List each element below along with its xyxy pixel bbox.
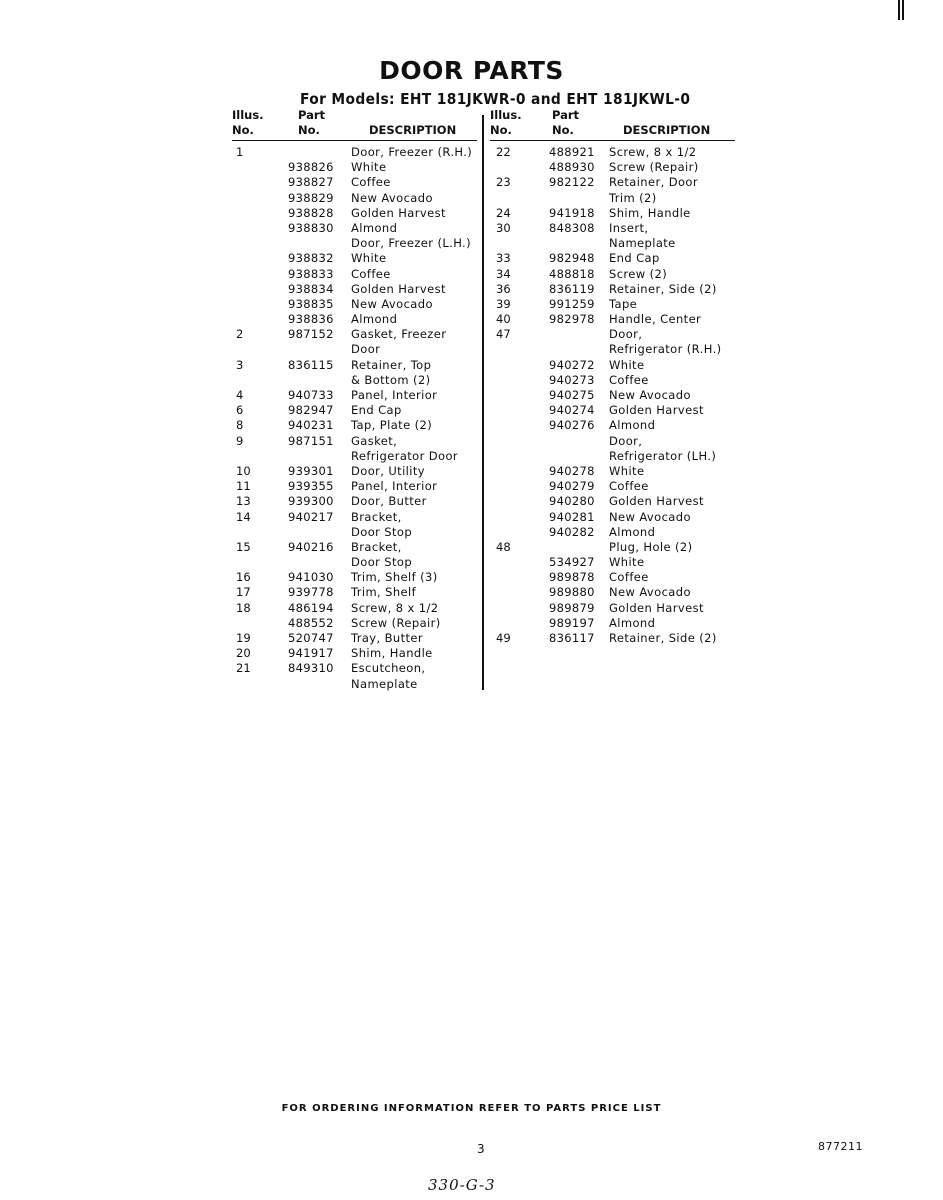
illus-number: 18 xyxy=(236,600,251,615)
part-number: 486194 xyxy=(288,600,334,615)
part-description: Retainer, Side (2) xyxy=(609,281,717,296)
illus-number: 19 xyxy=(236,631,251,645)
part-description: Bracket, xyxy=(351,509,402,524)
part-description: Door, Butter xyxy=(351,494,427,509)
illus-number: 14 xyxy=(236,509,251,524)
page-subtitle: For Models: EHT 181JKWR-0 and EHT 181JKWL-0 xyxy=(300,90,691,108)
table-row xyxy=(232,646,477,661)
table-row xyxy=(232,282,477,297)
part-number: 987151 xyxy=(288,433,334,448)
handwritten-reference: 330-G-3 xyxy=(428,1176,496,1194)
part-number: 849310 xyxy=(288,661,334,676)
part-number: 989878 xyxy=(549,570,595,585)
table-row xyxy=(490,358,735,373)
part-description: Refrigerator Door xyxy=(351,448,459,463)
part-number: 938828 xyxy=(288,205,334,220)
part-description: New Avocado xyxy=(609,509,691,524)
header-part-no-label: No. xyxy=(298,123,320,137)
part-number: 940216 xyxy=(288,539,334,554)
table-row xyxy=(232,661,477,676)
part-description: Door, Freezer (L.H.) xyxy=(351,236,472,251)
part-number: 836115 xyxy=(288,357,334,372)
table-row xyxy=(232,175,477,190)
part-number: 939355 xyxy=(288,479,334,494)
part-description: White xyxy=(609,555,645,570)
table-row xyxy=(490,160,735,175)
illus-number: 30 xyxy=(496,220,511,235)
table-row xyxy=(232,297,477,312)
part-number: 989880 xyxy=(549,585,595,600)
illus-number: 48 xyxy=(496,539,511,554)
part-number: 940276 xyxy=(549,418,595,433)
illus-number: 8 xyxy=(236,418,244,433)
illus-number: 47 xyxy=(496,327,511,342)
part-number: 488930 xyxy=(549,160,595,175)
part-number: 940274 xyxy=(549,403,595,418)
parts-table-left xyxy=(232,108,477,692)
header-illus-no-label: No. xyxy=(490,123,512,137)
part-description: Retainer, Side (2) xyxy=(609,631,717,645)
table-row xyxy=(490,388,735,403)
illus-number: 49 xyxy=(496,631,511,645)
part-description: Screw (Repair) xyxy=(351,615,441,630)
table-row xyxy=(232,616,477,631)
part-description: Screw, 8 x 1/2 xyxy=(351,600,439,615)
table-row xyxy=(232,540,477,555)
header-description-label: DESCRIPTION xyxy=(623,123,711,137)
table-row xyxy=(490,601,735,616)
ordering-note: FOR ORDERING INFORMATION REFER TO PARTS PRICE LIST xyxy=(281,1103,662,1114)
part-number: 938835 xyxy=(288,296,334,311)
table-row xyxy=(490,449,735,464)
table-row xyxy=(232,267,477,282)
part-description: Golden Harvest xyxy=(351,281,446,296)
part-description: Nameplate xyxy=(351,676,418,691)
part-description: Gasket, Freezer xyxy=(351,327,447,342)
illus-number: 10 xyxy=(236,463,251,478)
part-description: Gasket, xyxy=(351,433,398,448)
parts-table-right xyxy=(490,108,735,646)
part-number: 982978 xyxy=(549,312,595,327)
part-description: Handle, Center xyxy=(609,312,702,327)
table-row xyxy=(232,479,477,494)
illus-number: 3 xyxy=(236,357,244,372)
part-description: Trim, Shelf (3) xyxy=(351,570,438,585)
table-row xyxy=(232,585,477,600)
part-description: New Avocado xyxy=(351,296,433,311)
table-row xyxy=(232,555,477,570)
illus-number: 6 xyxy=(236,403,244,418)
table-row xyxy=(232,145,477,160)
part-description: Coffee xyxy=(609,570,649,585)
table-row xyxy=(232,160,477,175)
table-row xyxy=(490,494,735,509)
table-row xyxy=(490,525,735,540)
header-illus-label: Illus. xyxy=(490,108,522,122)
part-number: 941918 xyxy=(549,205,595,220)
part-description: Golden Harvest xyxy=(351,205,446,220)
part-number: 938830 xyxy=(288,220,334,235)
page-number: 3 xyxy=(477,1142,485,1156)
illus-number: 36 xyxy=(496,281,511,296)
part-number: 989197 xyxy=(549,615,595,630)
illus-number: 33 xyxy=(496,251,511,266)
part-description: Coffee xyxy=(351,175,391,190)
part-description: New Avocado xyxy=(609,388,691,402)
part-number: 940280 xyxy=(549,494,595,509)
table-row xyxy=(490,479,735,494)
part-description: Bracket, xyxy=(351,539,402,554)
table-row xyxy=(232,570,477,585)
table-row xyxy=(490,510,735,525)
part-description: Nameplate xyxy=(609,236,676,251)
part-number: 982948 xyxy=(549,251,595,266)
table-row xyxy=(490,464,735,479)
table-row xyxy=(490,434,735,449)
part-number: 941917 xyxy=(288,646,334,661)
illus-number: 13 xyxy=(236,494,251,509)
part-description: White xyxy=(609,357,645,372)
table-row xyxy=(490,282,735,297)
table-row xyxy=(232,418,477,433)
column-divider xyxy=(482,115,484,690)
illus-number: 24 xyxy=(496,205,511,220)
part-description: Golden Harvest xyxy=(609,494,704,509)
part-description: Golden Harvest xyxy=(609,403,704,418)
part-description: Escutcheon, xyxy=(351,661,426,676)
illus-number: 17 xyxy=(236,585,251,600)
table-row xyxy=(232,510,477,525)
part-number: 940273 xyxy=(549,372,595,387)
part-description: White xyxy=(351,251,387,266)
part-description: Plug, Hole (2) xyxy=(609,539,693,554)
table-row xyxy=(232,631,477,646)
part-description: New Avocado xyxy=(609,585,691,600)
table-row xyxy=(490,175,735,190)
table-row xyxy=(232,373,477,388)
table-header-right xyxy=(490,108,735,141)
part-number: 940733 xyxy=(288,388,334,402)
header-illus-label: Illus. xyxy=(232,108,264,122)
header-illus-no-label: No. xyxy=(232,123,254,137)
part-description: Door, Freezer (R.H.) xyxy=(351,145,473,159)
part-description: Coffee xyxy=(609,372,649,387)
part-number: 939300 xyxy=(288,494,334,509)
part-number: 938833 xyxy=(288,266,334,281)
header-part-label: Part xyxy=(552,108,580,122)
part-description: Door Stop xyxy=(351,524,413,539)
part-description: End Cap xyxy=(351,403,402,418)
table-row xyxy=(232,434,477,449)
part-number: 941030 xyxy=(288,570,334,585)
page-title: DOOR PARTS xyxy=(379,56,564,85)
table-row xyxy=(232,221,477,236)
part-number: 836119 xyxy=(549,281,595,296)
table-row xyxy=(490,312,735,327)
table-row xyxy=(490,236,735,251)
table-row xyxy=(232,601,477,616)
table-row xyxy=(232,312,477,327)
table-row xyxy=(232,449,477,464)
table-row xyxy=(232,358,477,373)
part-description: White xyxy=(351,160,387,175)
part-description: Golden Harvest xyxy=(609,600,704,615)
part-description: End Cap xyxy=(609,251,660,266)
illus-number: 34 xyxy=(496,266,511,281)
illus-number: 11 xyxy=(236,479,251,494)
part-description: Screw (Repair) xyxy=(609,160,699,175)
part-description: Almond xyxy=(351,220,398,235)
part-description: Door, xyxy=(609,433,643,448)
table-row xyxy=(490,570,735,585)
part-description: Door Stop xyxy=(351,555,413,570)
part-number: 836117 xyxy=(549,631,595,645)
part-number: 982947 xyxy=(288,403,334,418)
part-description: Screw (2) xyxy=(609,266,668,281)
part-number: 940272 xyxy=(549,357,595,372)
table-row xyxy=(490,221,735,236)
part-number: 982122 xyxy=(549,175,595,190)
illus-number: 23 xyxy=(496,175,511,190)
header-part-no-label: No. xyxy=(552,123,574,137)
part-number: 938834 xyxy=(288,281,334,296)
table-row xyxy=(490,616,735,631)
table-row xyxy=(490,373,735,388)
part-number: 940231 xyxy=(288,418,334,433)
table-row xyxy=(490,297,735,312)
table-body-right xyxy=(490,145,735,646)
table-row xyxy=(232,388,477,403)
table-row xyxy=(232,191,477,206)
illus-number: 1 xyxy=(236,145,244,159)
illus-number: 20 xyxy=(236,646,251,661)
part-description: Refrigerator (R.H.) xyxy=(609,342,722,357)
table-row xyxy=(490,540,735,555)
part-number: 940281 xyxy=(549,509,595,524)
part-description: Retainer, Door xyxy=(609,175,698,190)
part-description: Door, Utility xyxy=(351,463,425,478)
table-row xyxy=(490,327,735,342)
part-description: Door xyxy=(351,342,381,357)
part-description: Tap, Plate (2) xyxy=(351,418,433,433)
table-row xyxy=(232,403,477,418)
table-row xyxy=(232,525,477,540)
table-body-left xyxy=(232,145,477,692)
table-row xyxy=(232,251,477,266)
table-row xyxy=(490,251,735,266)
table-row xyxy=(232,677,477,692)
table-row xyxy=(232,342,477,357)
table-row xyxy=(490,585,735,600)
part-description: Insert, xyxy=(609,220,649,235)
part-description: & Bottom (2) xyxy=(351,372,431,387)
part-number: 939778 xyxy=(288,585,334,600)
part-description: Almond xyxy=(351,312,398,327)
header-part-label: Part xyxy=(298,108,326,122)
part-number: 939301 xyxy=(288,463,334,478)
part-description: Door, xyxy=(609,327,643,342)
part-description: Shim, Handle xyxy=(609,205,691,220)
part-description: White xyxy=(609,463,645,478)
part-description: Panel, Interior xyxy=(351,479,438,494)
part-number: 938829 xyxy=(288,190,334,205)
part-description: Refrigerator (LH.) xyxy=(609,448,717,463)
table-row xyxy=(490,206,735,221)
table-row xyxy=(490,631,735,646)
part-number: 940282 xyxy=(549,524,595,539)
part-description: Almond xyxy=(609,615,656,630)
part-description: New Avocado xyxy=(351,190,433,205)
part-number: 938826 xyxy=(288,160,334,175)
table-row xyxy=(490,267,735,282)
part-number: 940279 xyxy=(549,479,595,494)
part-description: Screw, 8 x 1/2 xyxy=(609,145,697,159)
illus-number: 4 xyxy=(236,388,244,402)
table-row xyxy=(232,206,477,221)
table-row xyxy=(490,191,735,206)
part-number: 938832 xyxy=(288,251,334,266)
illus-number: 40 xyxy=(496,312,511,327)
illus-number: 21 xyxy=(236,661,251,676)
document-code: 877211 xyxy=(818,1140,863,1153)
illus-number: 15 xyxy=(236,539,251,554)
part-number: 488818 xyxy=(549,266,595,281)
illus-number: 16 xyxy=(236,570,251,585)
illus-number: 39 xyxy=(496,296,511,311)
part-number: 488921 xyxy=(549,145,595,159)
table-row xyxy=(232,236,477,251)
part-description: Tray, Butter xyxy=(351,631,424,645)
table-row xyxy=(232,327,477,342)
illus-number: 22 xyxy=(496,145,511,159)
part-description: Retainer, Top xyxy=(351,357,432,372)
illus-number: 2 xyxy=(236,327,244,342)
part-description: Trim (2) xyxy=(609,190,657,205)
scan-edge-mark xyxy=(898,0,904,20)
table-row xyxy=(490,418,735,433)
part-description: Coffee xyxy=(609,479,649,494)
part-number: 520747 xyxy=(288,631,334,645)
illus-number: 9 xyxy=(236,433,244,448)
part-number: 987152 xyxy=(288,327,334,342)
part-description: Trim, Shelf xyxy=(351,585,417,600)
part-number: 534927 xyxy=(549,555,595,570)
header-description-label: DESCRIPTION xyxy=(369,123,457,137)
part-number: 940278 xyxy=(549,463,595,478)
part-number: 938836 xyxy=(288,312,334,327)
part-description: Panel, Interior xyxy=(351,388,438,402)
table-row xyxy=(232,464,477,479)
part-number: 940275 xyxy=(549,388,595,402)
part-description: Almond xyxy=(609,524,656,539)
table-row xyxy=(490,555,735,570)
part-number: 488552 xyxy=(288,615,334,630)
part-number: 848308 xyxy=(549,220,595,235)
part-number: 938827 xyxy=(288,175,334,190)
table-row xyxy=(490,403,735,418)
part-description: Shim, Handle xyxy=(351,646,433,661)
table-row xyxy=(232,494,477,509)
table-row xyxy=(490,342,735,357)
table-row xyxy=(490,145,735,160)
part-number: 940217 xyxy=(288,509,334,524)
part-description: Tape xyxy=(609,296,638,311)
part-description: Coffee xyxy=(351,266,391,281)
part-description: Almond xyxy=(609,418,656,433)
part-number: 991259 xyxy=(549,296,595,311)
table-header-left xyxy=(232,108,477,141)
part-number: 989879 xyxy=(549,600,595,615)
